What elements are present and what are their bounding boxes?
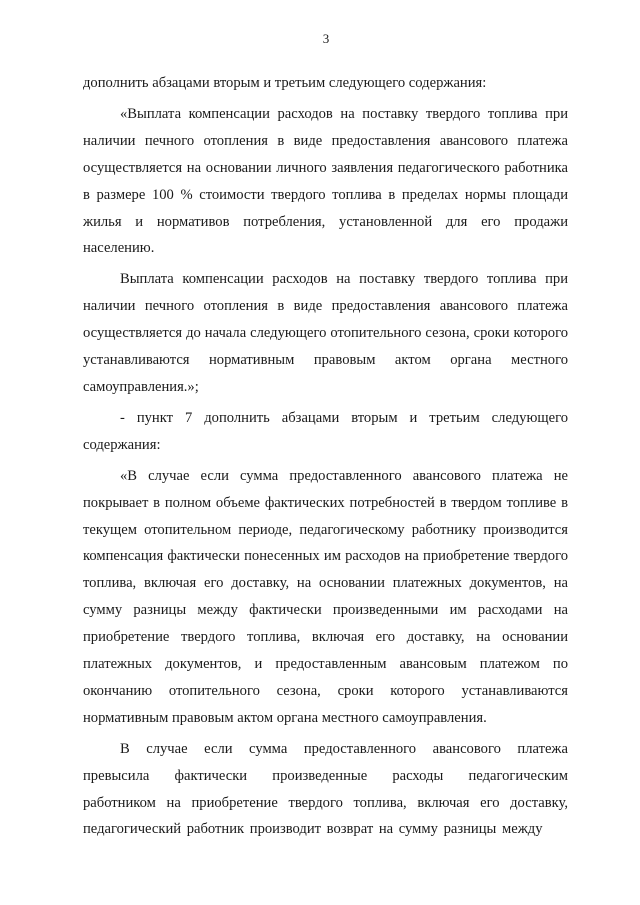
paragraph-advance-payment: «Выплата компенсации расходов на поставку твердого топлива при наличии печного отопления в виде предоставления авансового платежа осуществляется на основании личного заявления педагогического работника в размере 100 % стоимости твердого топлива в пределах нормы площади жилья и нормативов потребления, установленной для его продажи населению. bbox=[83, 105, 568, 257]
document-body bbox=[83, 70, 568, 847]
paragraph-excess-advance: В случае если сумма предоставленного авансового платежа превысила фактически произведенные расходы педагогическим работником на приобретение твердого топлива, включая его доставку, педагогический работник производит возврат на сумму разницы между bbox=[83, 740, 568, 838]
paragraph-item-7: - пункт 7 дополнить абзацами вторым и третьим следующего содержания: bbox=[83, 409, 568, 453]
paragraph-intro: дополнить абзацами вторым и третьим следующего содержания: bbox=[83, 75, 487, 91]
page-number: 3 bbox=[322, 31, 330, 46]
paragraph-payment-timing: Выплата компенсации расходов на поставку твердого топлива при наличии печного отопления в виде предоставления авансового платежа осуществляется до начала следующего отопительного сезона, сроки которого устанавливаются нормативным правовым актом органа местного самоуправления.»; bbox=[83, 271, 568, 395]
paragraph-insufficient-advance: «В случае если сумма предоставленного авансового платежа не покрывает в полном объеме фактических потребностей в твердом топливе в текущем отопительном периоде, педагогическому работнику производится компенсация фактически понесенных им расходов на приобретение твердого топлива, включая его доставку, на основании платежных документов, на сумму разницы между фактически произведенными им расходами на приобретение твердого топлива, включая его доставку, на основании платежных документов, и предоставленным авансовым платежом по окончанию отопительного сезона, сроки которого устанавливаются нормативным правовым актом органа местного самоуправления. bbox=[83, 467, 568, 726]
